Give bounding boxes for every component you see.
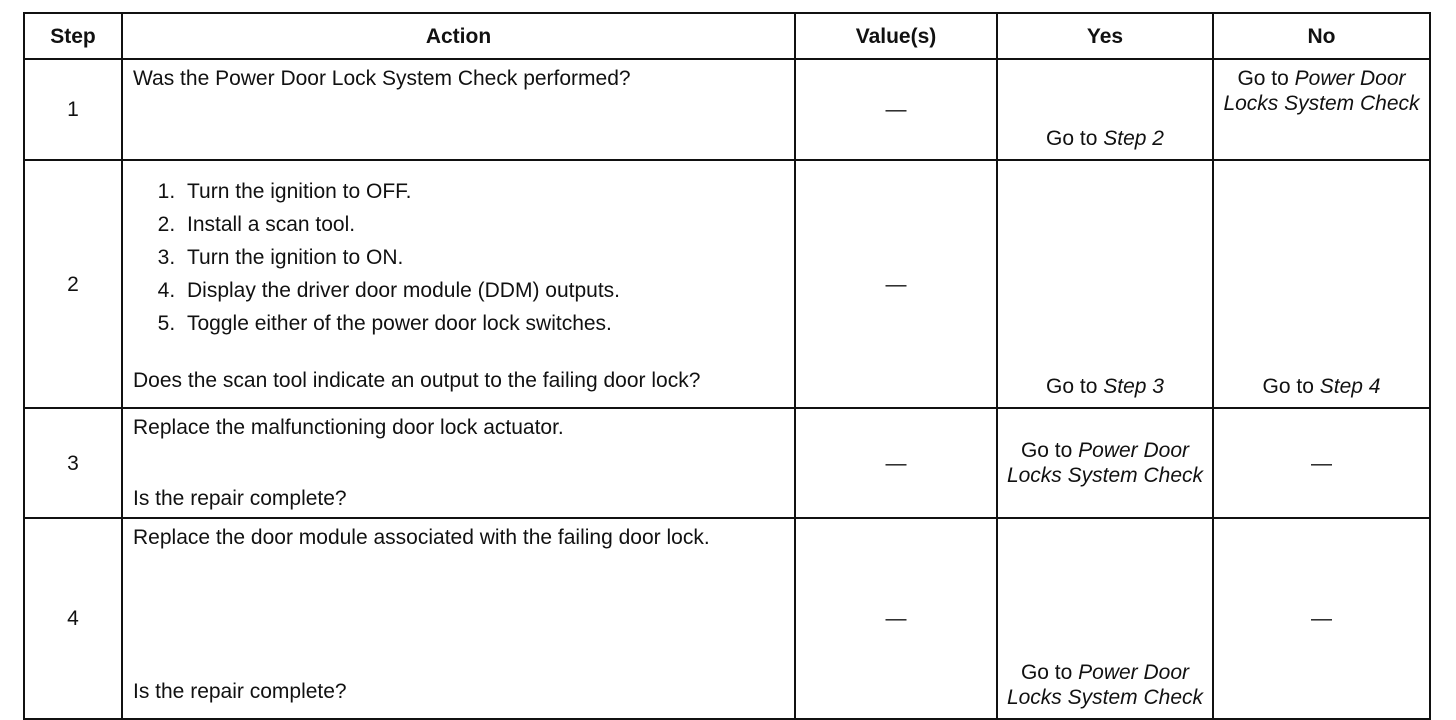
action-cell bbox=[122, 160, 795, 408]
value-cell bbox=[795, 59, 997, 160]
no-dash: — bbox=[1311, 451, 1332, 475]
table-row bbox=[24, 518, 1430, 719]
no-cell bbox=[1213, 160, 1430, 408]
yes-link[interactable]: Power Door Locks System Check bbox=[1006, 439, 1204, 487]
action-text: Replace the door module associated with the failing door lock. bbox=[133, 526, 710, 549]
action-text: Replace the malfunctioning door lock actuator. bbox=[133, 416, 564, 439]
action-cell bbox=[122, 518, 795, 719]
header-values: Value(s) bbox=[795, 13, 997, 59]
value-cell bbox=[795, 408, 997, 518]
no-cell bbox=[1213, 59, 1430, 160]
yes-cell bbox=[997, 59, 1213, 160]
list-item: 5. Toggle either of the power door lock switches. bbox=[181, 311, 784, 336]
value-dash: — bbox=[885, 451, 907, 475]
yes-prefix: Go to bbox=[1020, 661, 1073, 684]
yes-cell bbox=[997, 408, 1213, 518]
value-dash: — bbox=[885, 98, 907, 121]
action-steps-list bbox=[133, 179, 784, 336]
table-row bbox=[24, 59, 1430, 160]
action-question: Does the scan tool indicate an output to the failing door lock? bbox=[133, 369, 701, 392]
action-cell bbox=[122, 59, 795, 160]
header-yes: Yes bbox=[997, 13, 1213, 59]
no-link[interactable]: Power Door Locks System Check bbox=[1223, 67, 1420, 115]
step-number: 1 bbox=[24, 59, 122, 160]
action-cell bbox=[122, 408, 795, 518]
no-cell bbox=[1213, 408, 1430, 518]
yes-cell bbox=[997, 518, 1213, 719]
yes-link[interactable]: Step 3 bbox=[1103, 375, 1164, 398]
value-cell bbox=[795, 160, 997, 408]
action-question: Is the repair complete? bbox=[133, 487, 347, 510]
header-action: Action bbox=[122, 13, 795, 59]
yes-prefix: Go to bbox=[1046, 127, 1098, 150]
list-item: 3. Turn the ignition to ON. bbox=[181, 245, 784, 270]
value-cell bbox=[795, 518, 997, 719]
no-link[interactable]: Step 4 bbox=[1319, 375, 1381, 398]
diagnostic-table bbox=[23, 12, 1431, 720]
yes-prefix: Go to bbox=[1020, 439, 1073, 462]
step-number: 3 bbox=[24, 408, 122, 518]
step-number: 2 bbox=[24, 160, 122, 408]
table-row bbox=[24, 408, 1430, 518]
yes-prefix: Go to bbox=[1046, 375, 1098, 398]
header-row bbox=[24, 13, 1430, 59]
value-dash: — bbox=[885, 272, 907, 296]
no-prefix: Go to bbox=[1262, 375, 1314, 398]
list-item: 1. Turn the ignition to OFF. bbox=[181, 179, 784, 204]
action-question: Was the Power Door Lock System Check performed? bbox=[133, 67, 631, 90]
action-question: Is the repair complete? bbox=[133, 680, 347, 703]
step-number: 4 bbox=[24, 518, 122, 719]
header-step: Step bbox=[24, 13, 122, 59]
list-item: 4. Display the driver door module (DDM) outputs. bbox=[181, 278, 784, 303]
no-dash: — bbox=[1311, 607, 1332, 630]
table-row bbox=[24, 160, 1430, 408]
yes-link[interactable]: Step 2 bbox=[1103, 127, 1164, 150]
no-prefix: Go to bbox=[1237, 67, 1289, 90]
list-item: 2. Install a scan tool. bbox=[181, 212, 784, 237]
no-cell bbox=[1213, 518, 1430, 719]
yes-cell bbox=[997, 160, 1213, 408]
header-no: No bbox=[1213, 13, 1430, 59]
yes-link[interactable]: Power Door Locks System Check bbox=[1006, 661, 1204, 709]
value-dash: — bbox=[885, 607, 907, 630]
